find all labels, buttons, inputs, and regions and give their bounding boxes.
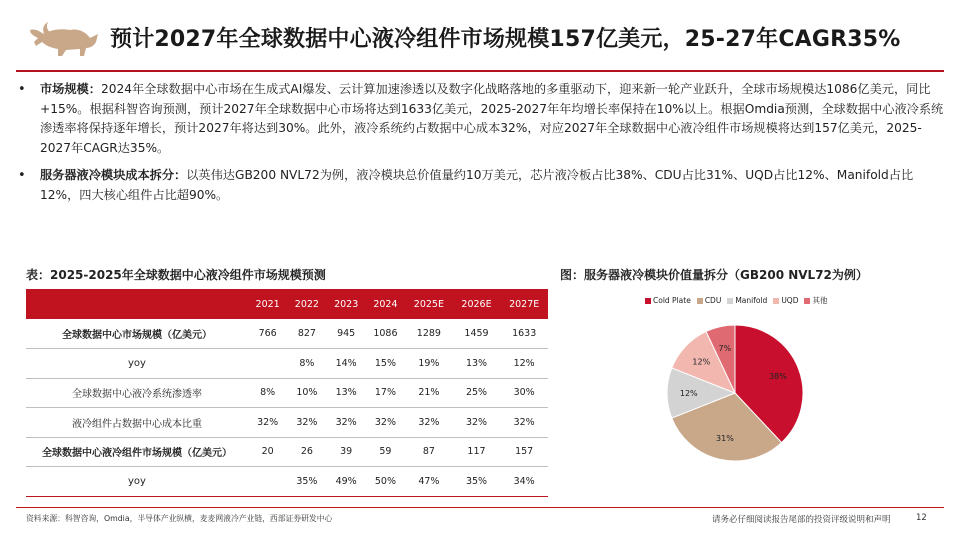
table-cell: 39 [327,437,366,467]
table-cell: 17% [366,378,405,408]
table-cell: 8% [248,378,287,408]
table-cell: 30% [500,378,548,408]
table-cell [248,349,287,379]
chart-title: 图：服务器液冷模块价值量拆分（GB200 NVL72为例） [560,268,868,282]
legend-entry [804,295,827,306]
table-title: 表：2025-2025年全球数据中心液冷组件市场规模预测 [26,268,326,282]
legend-label: UQD [781,296,799,305]
legend-entry [645,295,691,306]
market-forecast-table [26,289,548,497]
table-cell: 1289 [405,319,453,349]
table-row [26,408,548,438]
table-header-cell: 2022 [287,289,326,319]
footer-divider [16,507,944,508]
table-cell: 35% [453,467,501,497]
table-cell: 25% [453,378,501,408]
table-cell: 32% [366,408,405,438]
row-label: 全球数据中心液冷系统渗透率 [26,378,248,408]
page-number: 12 [916,513,927,523]
page-title: 预计2027年全球数据中心液冷组件市场规模157亿美元，25-27年CAGR35% [110,27,901,52]
pie-data-label: 7% [718,343,732,353]
pie-data-label: 31% [716,434,734,444]
table-cell: 1086 [366,319,405,349]
table-cell: 15% [366,349,405,379]
legend-label: Cold Plate [653,296,691,305]
table-cell: 34% [500,467,548,497]
table-cell: 1633 [500,319,548,349]
table-header-cell: 2021 [248,289,287,319]
legend-entry [773,295,798,306]
table-row [26,467,548,497]
bullet-list [16,80,944,213]
table-header-cell [26,289,248,319]
row-label: 全球数据中心市场规模（亿美元） [26,319,248,349]
table-header-cell: 2027E [500,289,548,319]
table-cell: 10% [287,378,326,408]
table-cell [248,467,287,497]
table-cell: 14% [327,349,366,379]
pie-data-label: 12% [679,389,698,398]
table-header-cell: 2025E [405,289,453,319]
header [0,0,960,72]
table-cell: 50% [366,467,405,497]
table-cell: 13% [453,349,501,379]
table-cell: 21% [405,378,453,408]
bullet-label: 服务器液冷模块成本拆分： [40,168,187,182]
table-row [26,378,548,408]
table-row [26,319,548,349]
table-cell: 117 [453,437,501,467]
disclaimer: 请务必仔细阅读报告尾部的投资评级说明和声明 [712,515,891,525]
table-cell: 26 [287,437,326,467]
header-divider [16,70,944,72]
table-header-cell: 2023 [327,289,366,319]
legend-entry [697,295,722,306]
table-cell: 32% [500,408,548,438]
legend-swatch [697,298,703,304]
row-label: yoy [26,467,248,497]
bullet-label: 市场规模： [40,82,101,96]
table-cell: 12% [500,349,548,379]
bull-logo-icon [26,16,102,60]
table-cell: 13% [327,378,366,408]
table-cell: 827 [287,319,326,349]
table-cell: 157 [500,437,548,467]
bullet-cost-breakdown [16,166,944,205]
table-cell: 32% [248,408,287,438]
table-cell: 1459 [453,319,501,349]
row-label: yoy [26,349,248,379]
table-cell: 19% [405,349,453,379]
legend-swatch [773,298,779,304]
pie-data-label: 12% [692,357,711,367]
table-cell: 32% [453,408,501,438]
row-label: 液冷组件占数据中心成本比重 [26,408,248,438]
legend-swatch [645,298,651,304]
table-header-cell: 2026E [453,289,501,319]
table-cell: 945 [327,319,366,349]
table-cell: 49% [327,467,366,497]
bullet-text: 以英伟达GB200 NVL72为例，液冷模块总价值量约10万美元，芯片液冷板占比38%、CDU占比31%、UQD占比12%、Manifold占比12%，四大核心组件占比超90%。 [40,168,914,202]
table-cell: 32% [287,408,326,438]
table-header-row [26,289,548,319]
table-header-cell: 2024 [366,289,405,319]
bullet-text: 2024年全球数据中心市场在生成式AI爆发、云计算加速渗透以及数字化战略落地的多重驱动下，迎来新一轮产业跃升，全球市场规模达1086亿美元，同比+15%。根据科智咨询预测，预计2027年全球数据中心市场将达到1633亿美元，2025-2027年年均增长率保持在10%以上。根据Omdia预测，全球数据中心液冷系统渗透率将保持逐年增长，预计2027年将达到30%。此外，液冷系统约占数据中心成本32%，对应2027年全球数据中心液冷组件市场规模将达到157亿美元，2025-2027年CAGR达35%。 [40,82,944,155]
table-cell: 35% [287,467,326,497]
table-row [26,437,548,467]
table-cell: 20 [248,437,287,467]
row-label: 全球数据中心液冷组件市场规模（亿美元） [26,437,248,467]
source-note: 资料来源：科智咨询，Omdia，半导体产业纵横，麦麦网液冷产业链，西部证券研发中心 [26,514,333,523]
table-cell: 87 [405,437,453,467]
table-cell: 59 [366,437,405,467]
pie-chart [660,318,810,468]
legend-swatch [727,298,733,304]
table-cell: 47% [405,467,453,497]
legend-label: 其他 [812,296,828,305]
table-cell: 32% [327,408,366,438]
legend-label: Manifold [735,296,768,305]
chart-legend [645,295,827,306]
table-row [26,349,548,379]
legend-swatch [804,298,810,304]
table-cell: 32% [405,408,453,438]
legend-entry [727,295,767,306]
legend-label: CDU [704,296,722,305]
pie-data-label: 38% [769,371,787,381]
table-cell: 766 [248,319,287,349]
table-cell: 8% [287,349,326,379]
bullet-market-size [16,80,944,158]
